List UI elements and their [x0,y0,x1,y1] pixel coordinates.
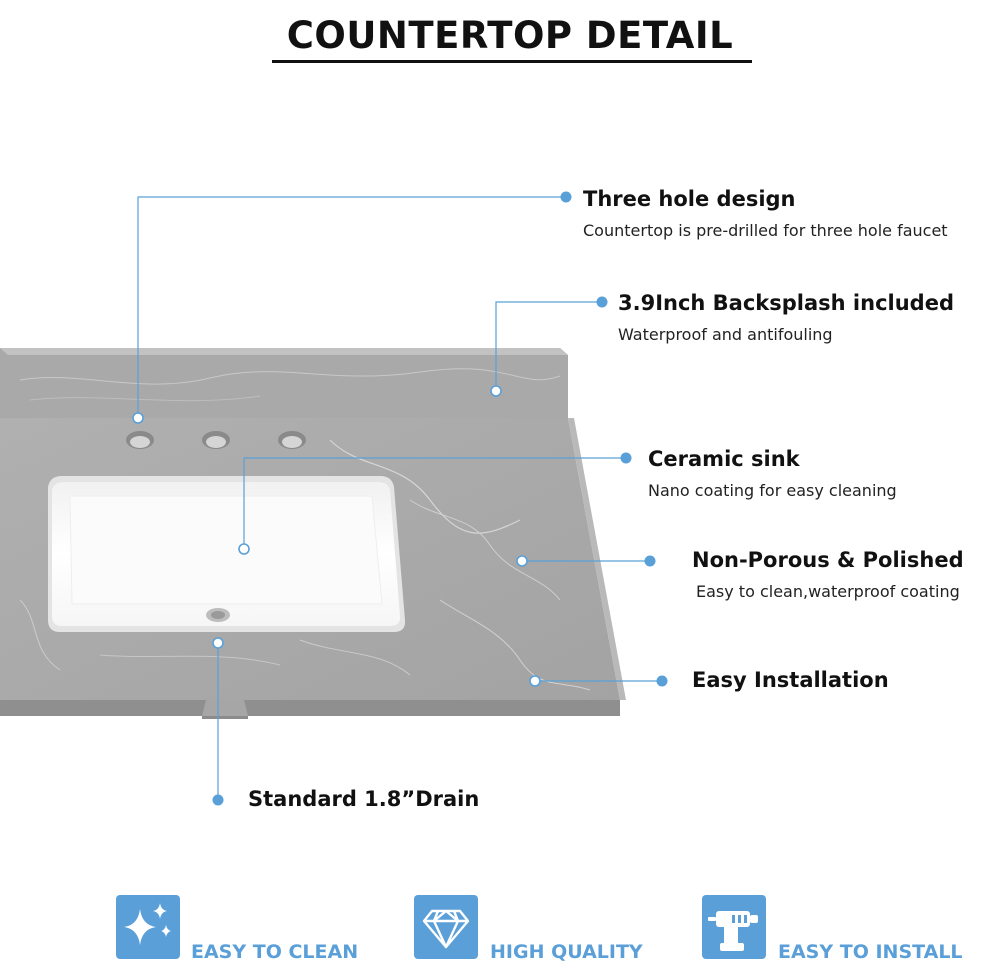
drain-pipe [202,700,248,719]
feature-description: Nano coating for easy cleaning [648,481,897,500]
feature-description: Countertop is pre-drilled for three hole faucet [583,221,948,240]
badge-label: HIGH QUALITY [490,941,643,963]
feature-title: Ceramic sink [648,447,800,471]
badge-easy-to-clean [116,895,180,959]
feature-title: Non-Porous & Polished [692,548,964,572]
diamond-icon [414,895,478,959]
feature-description: Easy to clean,waterproof coating [696,582,960,601]
feature-title: Three hole design [583,187,796,211]
drill-icon [702,895,766,959]
feature-three-hole [583,187,948,240]
feature-drain [248,787,479,811]
sparkle-icon [116,895,180,959]
feature-ceramic-sink [648,447,897,500]
feature-backsplash [618,291,954,344]
ceramic-sink [48,476,405,632]
feature-title: Standard 1.8”Drain [248,787,480,811]
feature-description: Waterproof and antifouling [618,325,833,344]
feature-non-porous [692,548,964,601]
badge-easy-to-install [702,895,766,959]
feature-title: 3.9Inch Backsplash included [618,291,954,315]
badge-label: EASY TO INSTALL [778,941,963,963]
backsplash [0,348,568,418]
feature-title: Easy Installation [692,668,889,692]
badge-label: EASY TO CLEAN [191,941,359,963]
page-title: COUNTERTOP DETAIL [286,14,734,57]
feature-installation [692,668,889,692]
badge-high-quality [414,895,478,959]
